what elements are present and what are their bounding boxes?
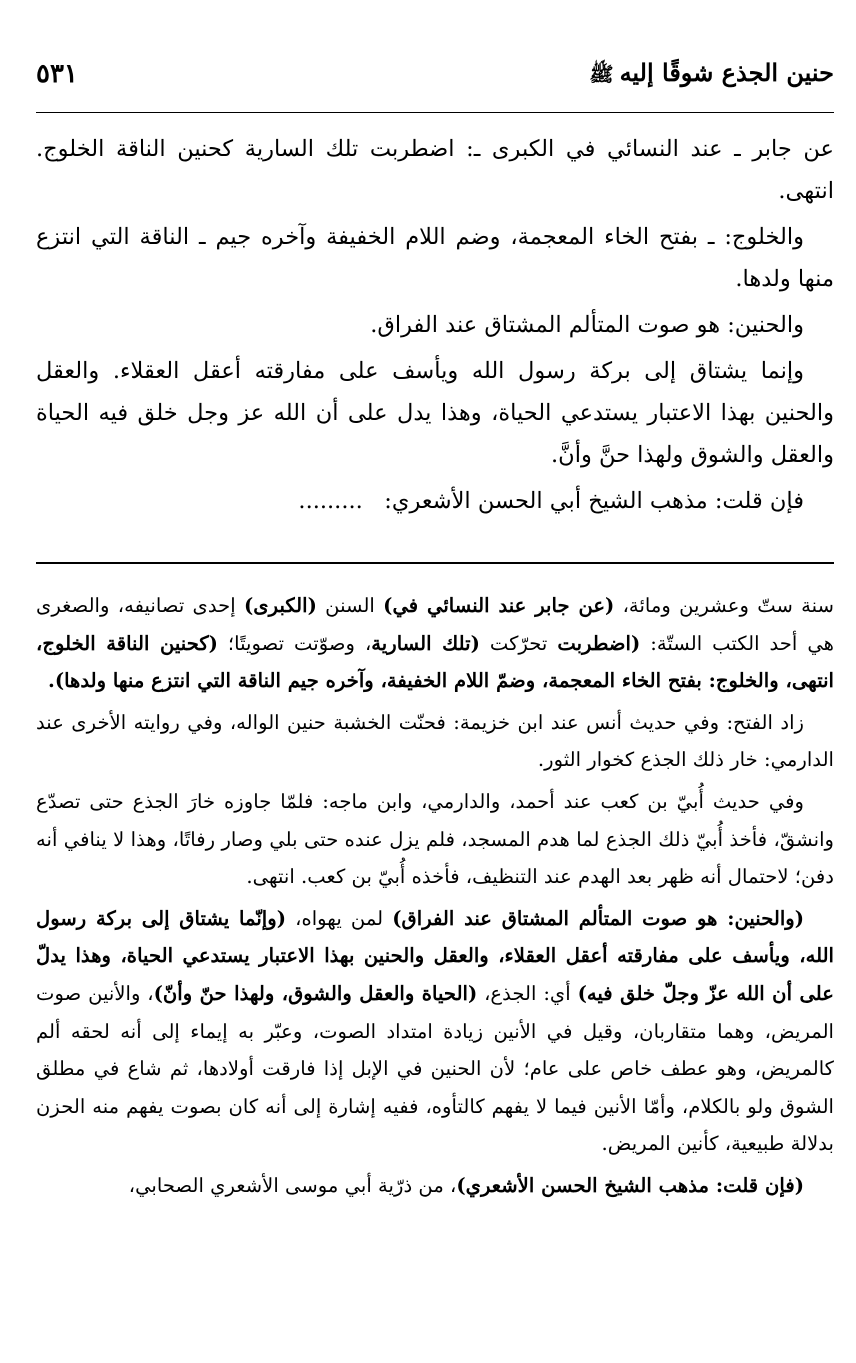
salutation-seal: ﷺ [589, 61, 614, 86]
c1-d: (الكبرى) [244, 594, 317, 617]
c4-d: أي: الجذع، [477, 981, 578, 1005]
c1-j: (كحنين الناقة الخلوج، انتهى، والخلوج: بفتح الخاء المعجمة، وضمّ اللام الخفيفة، وآخره جيم الناقة التي انتزع منها ولدها). [36, 631, 834, 693]
c1-h: (تلك السارية [371, 631, 480, 655]
page-number: ٥٣١ [36, 59, 78, 89]
commentary-divider [36, 562, 834, 564]
c5-b: ، من ذرّية أبي موسى الأشعري الصحابي، [128, 1173, 457, 1197]
c4-f: ، والأنين صوت المريض، وهما متقاربان، وقيل في الأنين زيادة امتداد الصوت، وعبّر به إيماء إلى أنه لحقه ألم كالمريض، وهو عطف خاص على عام؛ لأن الحنين في الإبل إذا فارقت أولادها، ثم شاع في مطلق الشوق ولو بالكلام، وأمّا الأنين فيما لا يفهم كالتأوه، ففيه إشارة إلى أنه كان بصوت يفهم منه الحزن بدلالة طبيعية، كأنين المريض. [36, 981, 834, 1156]
c1-e: إحدى تصانيفه، والصغرى هي أحد الكتب الستّة: [36, 594, 834, 655]
c1-g: تحرّكت [479, 631, 558, 655]
page-header [36, 56, 834, 92]
main-paragraph-1: عن جابر ـ عند النسائي في الكبرى ـ: اضطربت تلك السارية كحنين الناقة الخلوج. انتهى. [36, 136, 834, 204]
c4-c: (وإنّما يشتاق إلى بركة رسول الله، ويأسف على مفارقته أعقل العقلاء، والعقل والحنين بهذا الاعتبار يستدعي الحياة، وهذا يدلّ على أن الله عزّ وجلّ خلق فيه) [36, 906, 834, 1005]
commentary-paragraph-4 [36, 900, 834, 1163]
c1-a: سنة ستّ وعشرين ومائة، [614, 594, 834, 617]
c4-a: (والحنين: هو صوت المتألم المشتاق عند الفراق) [392, 906, 805, 930]
commentary-paragraph-5 [36, 1167, 834, 1205]
main-paragraph-5-text: فإن قلت: مذهب الشيخ أبي الحسن الأشعري: [384, 488, 804, 514]
c1-c: السنن [316, 594, 384, 617]
c5-a: (فإن قلت: مذهب الشيخ الحسن الأشعري) [456, 1173, 804, 1197]
c1-i: ، وصوّتت تصويتًا؛ [217, 631, 372, 655]
main-paragraph-4: وإنما يشتاق إلى بركة رسول الله ويأسف على مفارقته أعقل العقلاء. والعقل والحنين بهذا الاعتبار يستدعي الحياة، وهذا يدل على أن الله عز وجل خلق فيه الحياة والعقل والشوق ولهذا حنَّ وأنَّ. [36, 358, 834, 468]
commentary-paragraph-3: وفي حديث أُبيّ بن كعب عند أحمد، والدارمي، وابن ماجه: فلمّا جاوزه خارَ الجذع حتى تصدّع وانشقّ، فأخذ أُبيّ ذلك الجذع لما هدم المسجد، فلم يزل عنده حتى بلي وصار رفاتًا، وهذا لا ينافي أنه دفن؛ لاحتمال أنه ظهر بعد الهدم عند التنظيف، فأخذه أُبيّ بن كعب. انتهى. [36, 789, 834, 889]
running-title [589, 58, 834, 91]
header-rule [36, 112, 834, 113]
c1-b: (عن جابر عند النسائي في) [383, 594, 615, 617]
main-paragraph-5 [36, 480, 834, 522]
c4-b: لمن يهواه، [285, 906, 393, 930]
running-title-text: حنين الجذع شوقًا إليه [619, 57, 834, 87]
commentary-paragraph-2: زاد الفتح: وفي حديث أنس عند ابن خزيمة: فحنّت الخشبة حنين الواله، وفي روايته الأخرى عند الدارمي: خار ذلك الجذع كخوار الثور. [36, 710, 834, 772]
main-paragraph-2: والخلوج: ـ بفتح الخاء المعجمة، وضم اللام الخفيفة وآخره جيم ـ الناقة التي انتزع منها ولدها. [36, 224, 834, 292]
continuation-dots: ......... [298, 488, 363, 514]
commentary-text [36, 587, 834, 1209]
c1-f: (اضطربت [557, 631, 641, 655]
main-text [36, 128, 834, 526]
main-paragraph-3: والحنين: هو صوت المتألم المشتاق عند الفراق. [370, 312, 804, 338]
commentary-paragraph-1 [36, 587, 834, 700]
c4-e: (الحياة والعقل والشوق، ولهذا حنّ وأنّ) [153, 981, 478, 1005]
